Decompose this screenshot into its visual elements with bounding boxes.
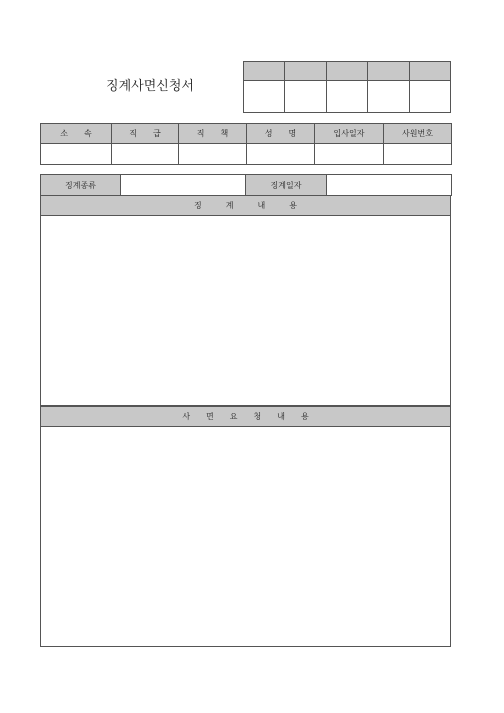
approval-sign-cell-2[interactable] xyxy=(285,81,326,113)
approval-sign-cell-1[interactable] xyxy=(244,81,285,113)
rank-header: 직 급 xyxy=(112,124,179,144)
discipline-date-field[interactable] xyxy=(327,175,452,196)
hire-date-header: 입사일자 xyxy=(315,124,384,144)
position-header: 직 책 xyxy=(179,124,247,144)
approval-sign-cell-4[interactable] xyxy=(368,81,409,113)
discipline-type-field[interactable] xyxy=(121,175,246,196)
rank-field[interactable] xyxy=(112,144,179,165)
approval-sign-cell-3[interactable] xyxy=(326,81,367,113)
position-field[interactable] xyxy=(179,144,247,165)
approval-header-cell-5 xyxy=(409,62,450,81)
approval-header-cell-1 xyxy=(244,62,285,81)
discipline-type-label: 징계종류 xyxy=(41,175,121,196)
discipline-date-label: 징계일자 xyxy=(246,175,327,196)
hire-date-field[interactable] xyxy=(315,144,384,165)
employee-number-header: 사원번호 xyxy=(384,124,452,144)
pardon-request-header: 사 면 요 청 내 용 xyxy=(40,406,451,427)
discipline-content-header: 징 계 내 용 xyxy=(40,195,451,216)
approval-sign-cell-5[interactable] xyxy=(409,81,450,113)
affiliation-header: 소 속 xyxy=(41,124,112,144)
pardon-request-area[interactable] xyxy=(40,427,451,647)
affiliation-field[interactable] xyxy=(41,144,112,165)
approval-signature-box xyxy=(243,61,451,113)
employee-number-field[interactable] xyxy=(384,144,452,165)
discipline-info-table xyxy=(40,174,452,196)
document-title: 징계사면신청서 xyxy=(106,79,194,94)
name-field[interactable] xyxy=(247,144,315,165)
approval-header-cell-4 xyxy=(368,62,409,81)
name-header: 성 명 xyxy=(247,124,315,144)
approval-header-cell-2 xyxy=(285,62,326,81)
employee-info-table xyxy=(40,123,452,165)
discipline-content-area[interactable] xyxy=(40,216,451,406)
approval-header-cell-3 xyxy=(326,62,367,81)
